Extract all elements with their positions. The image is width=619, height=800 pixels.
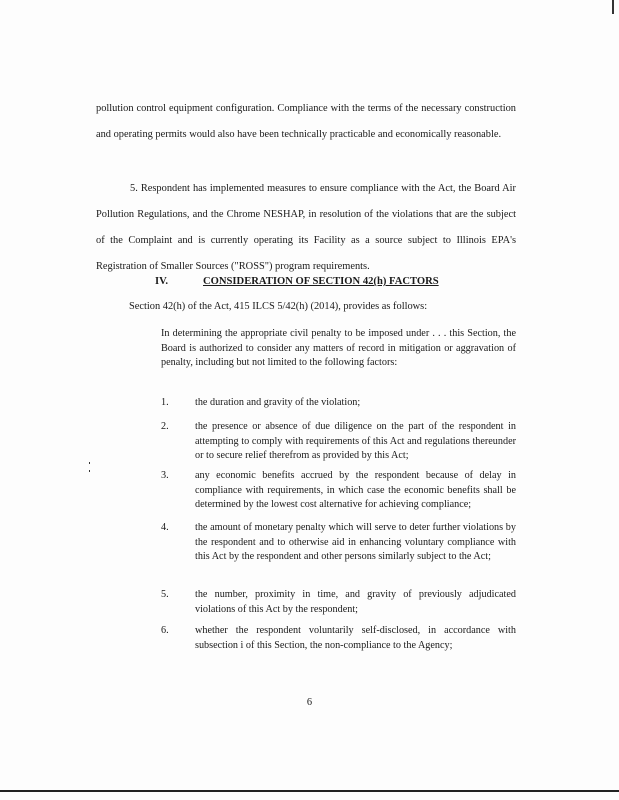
paragraph-continued: pollution control equipment configuration. Compliance with the terms of the necessary construction and operating permits would also have been technically practicable and economically reasonable. [96,103,516,140]
factor-item [161,588,516,617]
scan-artifact [89,462,90,464]
page-number: 6 [306,697,313,708]
scan-artifact [612,0,614,14]
factor-item [161,521,516,565]
scan-edge [0,790,619,792]
factor-text: whether the respondent voluntarily self-disclosed, in accordance with subsection i of this Section, the non-compliance to the Agency; [195,625,516,651]
factor-number: 1. [161,397,169,408]
section-number: IV. [155,276,169,287]
factor-number: 5. [161,589,169,600]
factor-item [161,396,516,411]
section-heading [155,276,439,287]
factor-number: 6. [161,625,169,636]
section-intro: Section 42(h) of the Act, 415 ILCS 5/42(h) (2014), provides as follows: [129,301,428,312]
factor-item [161,420,516,464]
paragraph-5: 5. Respondent has implemented measures to ensure compliance with the Act, the Board Air Pollution Regulations, and the Chrome NESHAP, in resolution of the violations that are the subject of the Complaint and is currently operating its Facility as a source subject to Illinois EPA's Registration of Smaller Sources ("ROSS") program requirements. [96,183,516,272]
factor-text: the duration and gravity of the violation; [195,397,361,408]
factor-number: 3. [161,470,169,481]
factor-item [161,469,516,513]
statute-quote: In determining the appropriate civil penalty to be imposed under . . . this Section, the Board is authorized to consider any matters of record in mitigation or aggravation of penalty, including but not limited to the following factors: [161,328,516,369]
factor-number: 4. [161,522,169,533]
factor-text: the presence or absence of due diligence on the part of the respondent in attempting to comply with requirements of this Act and regulations thereunder or to secure relief therefrom as provided by this Act; [195,421,516,462]
factor-item [161,624,516,653]
section-title: CONSIDERATION OF SECTION 42(h) FACTORS [203,276,439,287]
factor-number: 2. [161,421,169,432]
scan-artifact [89,470,90,472]
factor-text: any economic benefits accrued by the respondent because of delay in compliance with requirements, in which case the economic benefits shall be determined by the lowest cost alternative for achieving compliance; [195,470,516,511]
factor-text: the amount of monetary penalty which will serve to deter further violations by the respondent and to otherwise aid in enhancing voluntary compliance with this Act by the respondent and other persons similarly subject to the Act; [195,522,516,563]
factor-text: the number, proximity in time, and gravity of previously adjudicated violations of this Act by the respondent; [195,589,516,615]
